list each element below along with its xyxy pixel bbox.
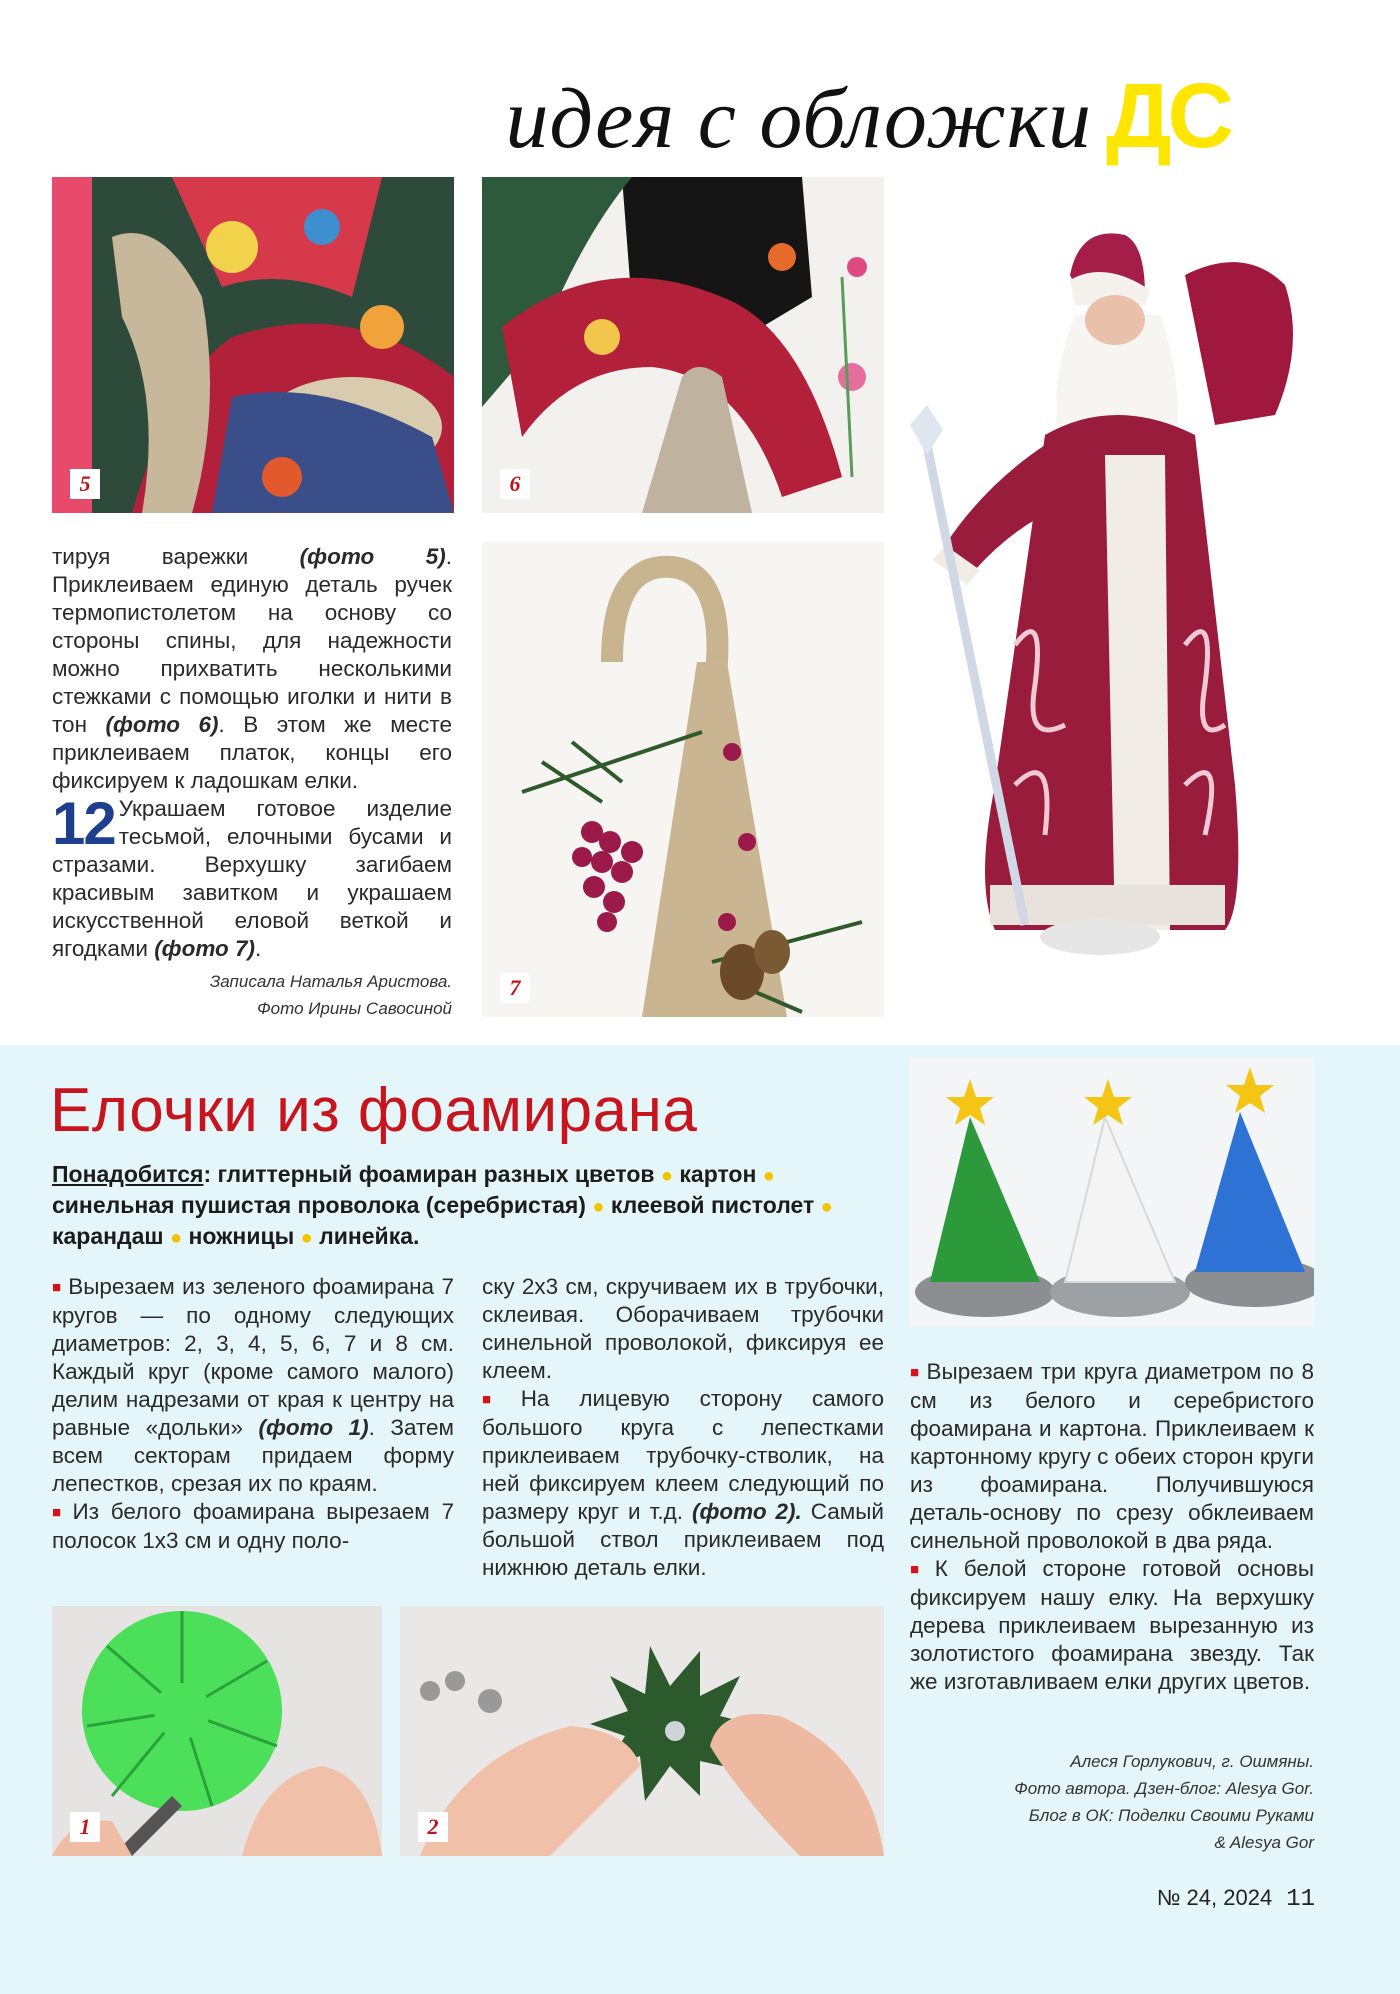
bullet-icon: ■: [482, 1391, 515, 1408]
lower-byline: [910, 1748, 1314, 1856]
upper-byline-photo: Фото Ирины Савосиной: [257, 999, 452, 1018]
photo-5-image: [52, 177, 454, 513]
photo-7-ref: (фото 7): [154, 936, 256, 961]
bullet-icon: ■: [52, 1279, 63, 1296]
lower-byline-photo: Фото автора. Дзен-блог: Alesya Gor.: [1014, 1779, 1314, 1798]
bullet-icon: ■: [52, 1504, 67, 1521]
photo-2-image: [400, 1606, 884, 1856]
materials-label: Понадобится: [52, 1161, 204, 1187]
photo-2-ref: (фото 2).: [691, 1499, 802, 1524]
photo-1: [52, 1606, 382, 1856]
step-12-paragraph: 12 Украшаем готовое изделие тесьмой, елочными бусами и стразами. Верхушку загибаем красивым завитком и украшаем искусственной еловой веткой и ягодками (фото 7).: [52, 790, 452, 961]
page-number: 11: [1286, 1886, 1315, 1913]
photo-7-number: 7: [500, 973, 530, 1003]
col2-paragraph-1: ску 2х3 см, скручиваем их в трубочки, склеивая. Оборачиваем трубочки синельной проволокой, фиксируя ее клеем.: [482, 1274, 884, 1383]
trees-photo: [910, 1057, 1314, 1327]
photo-2-number: 2: [418, 1812, 448, 1842]
materials-list: Понадобится: глиттерный фоамиран разных цветов ● картон ● синельная пушистая проволока (серебристая) ● клеевой пистолет ● карандаш ● ножницы ● линейка.: [52, 1161, 833, 1249]
bullet-icon: ■: [910, 1364, 921, 1381]
upper-byline: [52, 968, 452, 1022]
photo-7: [482, 542, 884, 1017]
photo-5: [52, 177, 454, 513]
photo-6-image: [482, 177, 884, 513]
header-title: идея с обложки: [505, 70, 1093, 166]
photo-6: [482, 177, 884, 513]
column-1-text: [52, 1273, 454, 1555]
magazine-logo: ДС: [1106, 65, 1230, 167]
photo-6-number: 6: [500, 469, 530, 499]
column-3-text: [910, 1358, 1314, 1696]
photo-5-number: 5: [70, 469, 100, 499]
lower-byline-blog-2: & Alesya Gor: [1214, 1833, 1314, 1852]
col1-paragraph-1: ■ Вырезаем из зеленого фоамирана 7 кругов — по одному следующих диаметров: 2, 3, 4, 5, 6, 7 и 8 см. Каждый круг (кроме самого малого) делим надрезами от края к центру на равные «дольки» (фото 1). Затем всем секторам придаем форму лепестков, срезая их по краям.: [52, 1274, 455, 1496]
photo-2: [400, 1606, 884, 1856]
section-header: [505, 65, 1230, 167]
photo-1-ref: (фото 1): [258, 1415, 369, 1440]
photo-1-image: [52, 1606, 382, 1856]
lower-byline-blog: Блог в ОК: Поделки Своими Руками: [1028, 1806, 1314, 1825]
upper-article-text: [52, 543, 452, 963]
lower-byline-author: Алеся Горлукович, г. Ошмяны.: [1070, 1752, 1314, 1771]
col1-paragraph-2: ■ Из белого фоамирана вырезаем 7 полосок 1х3 см и одну поло-: [52, 1499, 454, 1553]
ded-moroz-image: [905, 225, 1400, 965]
photo-7-image: [482, 542, 884, 1017]
col3-paragraph-2: ■ К белой стороне готовой основы фиксируем нашу елку. На верхушку дерева приклеиваем вырезанную из золотистого фоамирана звезду. Так же изготавливаем елки других цветов.: [910, 1556, 1314, 1694]
photo-5-ref: (фото 5): [299, 544, 446, 569]
upper-paragraph-1: тируя варежки (фото 5). Приклеиваем единую деталь ручек термопистолетом на основу со стороны спины, для надежности можно прихватить несколькими стежками с помощью иголки и нити в тон (фото 6). В этом же месте приклеиваем платок, концы его фиксируем к ладошкам елки.: [52, 544, 452, 793]
issue-number: № 24, 2024: [1156, 1885, 1273, 1910]
col3-paragraph-1: ■ Вырезаем три круга диаметром по 8 см из белого и серебристого фоамирана и картона. Приклеиваем к картонному кругу с обеих сторон круги из фоамирана. Получившуюся деталь-основу по срезу обклеиваем синельной проволокой в два ряда.: [910, 1359, 1314, 1553]
photo-1-number: 1: [70, 1812, 100, 1842]
page-footer: [1157, 1885, 1315, 1913]
col2-paragraph-2: ■ На лицевую сторону самого большого круга с лепестками приклеиваем трубочку-стволик, на ней фиксируем клеем следующий по размеру круг и т.д. (фото 2). Самый большой ствол приклеиваем под нижнюю деталь елки.: [482, 1386, 884, 1580]
photo-6-ref: (фото 6): [105, 712, 219, 737]
step-number: 12: [52, 790, 115, 857]
ded-moroz-figure: [905, 225, 1400, 965]
upper-byline-author: Записала Наталья Аристова.: [209, 972, 452, 991]
trees-image: [910, 1057, 1314, 1327]
article-title: Елочки из фоамирана: [50, 1076, 698, 1145]
column-2-text: [482, 1273, 884, 1582]
bullet-icon: ■: [910, 1561, 929, 1578]
